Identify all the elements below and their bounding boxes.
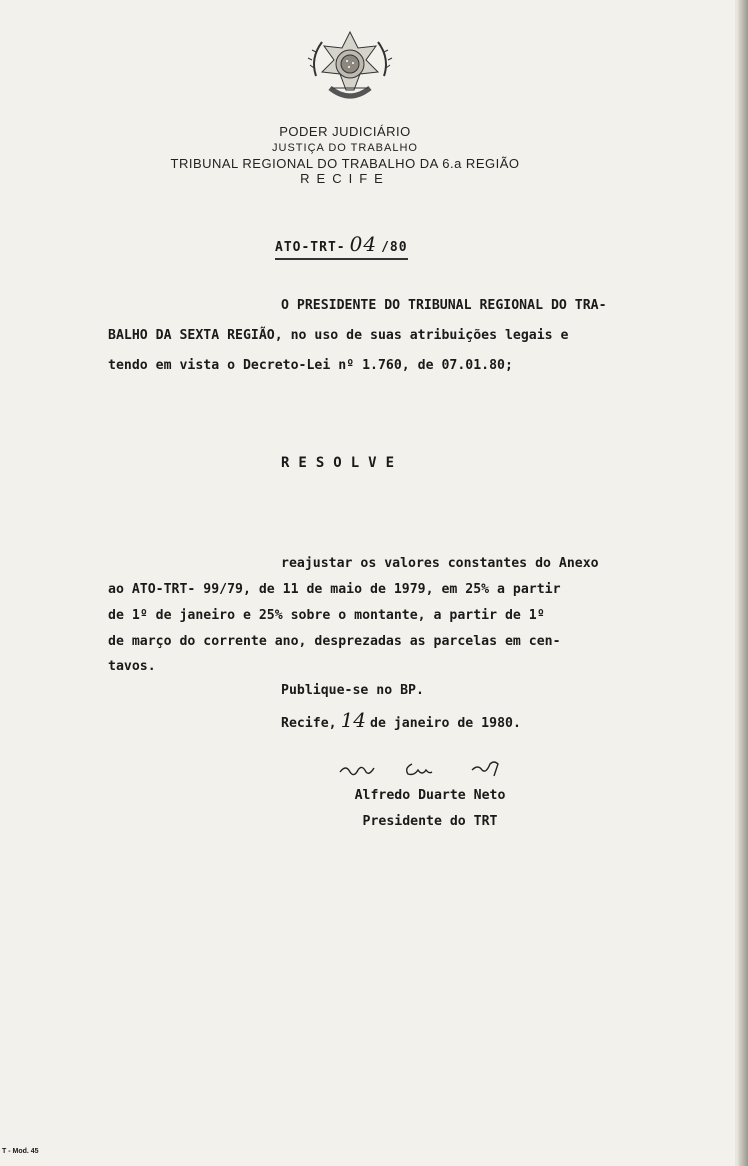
act-number xyxy=(275,232,408,260)
body-line-3: de 1º de janeiro e 25% sobre o montante, a partir de 1º xyxy=(108,608,545,623)
date-line xyxy=(281,708,521,732)
date-rest: de janeiro de 1980. xyxy=(370,716,521,731)
header-tribunal: TRIBUNAL REGIONAL DO TRABALHO DA 6.a REGIÃO xyxy=(170,156,520,171)
header-justice: JUSTIÇA DO TRABALHO xyxy=(272,142,418,154)
preamble-line-3: tendo em vista o Decreto-Lei nº 1.760, de 07.01.80; xyxy=(108,358,513,373)
date-day-handwritten: 14 xyxy=(340,708,367,732)
page-edge-shadow xyxy=(738,0,748,1166)
body-line-5: tavos. xyxy=(108,659,156,674)
act-prefix: ATO-TRT- xyxy=(275,240,346,255)
resolve-heading: RESOLVE xyxy=(281,455,404,471)
body-line-1: reajustar os valores constantes do Anexo xyxy=(281,556,599,571)
handwritten-signature xyxy=(332,756,532,782)
coat-of-arms-emblem xyxy=(302,28,398,110)
header-city: RECIFE xyxy=(300,171,390,186)
preamble-line-1: O PRESIDENTE DO TRIBUNAL REGIONAL DO TRA- xyxy=(281,298,607,313)
publish-line: Publique-se no BP. xyxy=(281,683,424,698)
body-line-2: ao ATO-TRT- 99/79, de 11 de maio de 1979, em 25% a partir xyxy=(108,582,561,597)
header-power: PODER JUDICIÁRIO xyxy=(279,124,411,139)
body-line-4: de março do corrente ano, desprezadas as parcelas em cen- xyxy=(108,634,561,649)
signatory-name: Alfredo Duarte Neto xyxy=(354,788,506,803)
form-code: T - Mod. 45 xyxy=(2,1148,39,1155)
preamble-line-2: BALHO DA SEXTA REGIÃO, no uso de suas atribuições legais e xyxy=(108,328,569,343)
date-place: Recife, xyxy=(281,716,337,731)
act-suffix: /80 xyxy=(381,240,408,255)
signatory-title: Presidente do TRT xyxy=(362,814,498,829)
act-number-handwritten: 04 xyxy=(349,232,378,256)
